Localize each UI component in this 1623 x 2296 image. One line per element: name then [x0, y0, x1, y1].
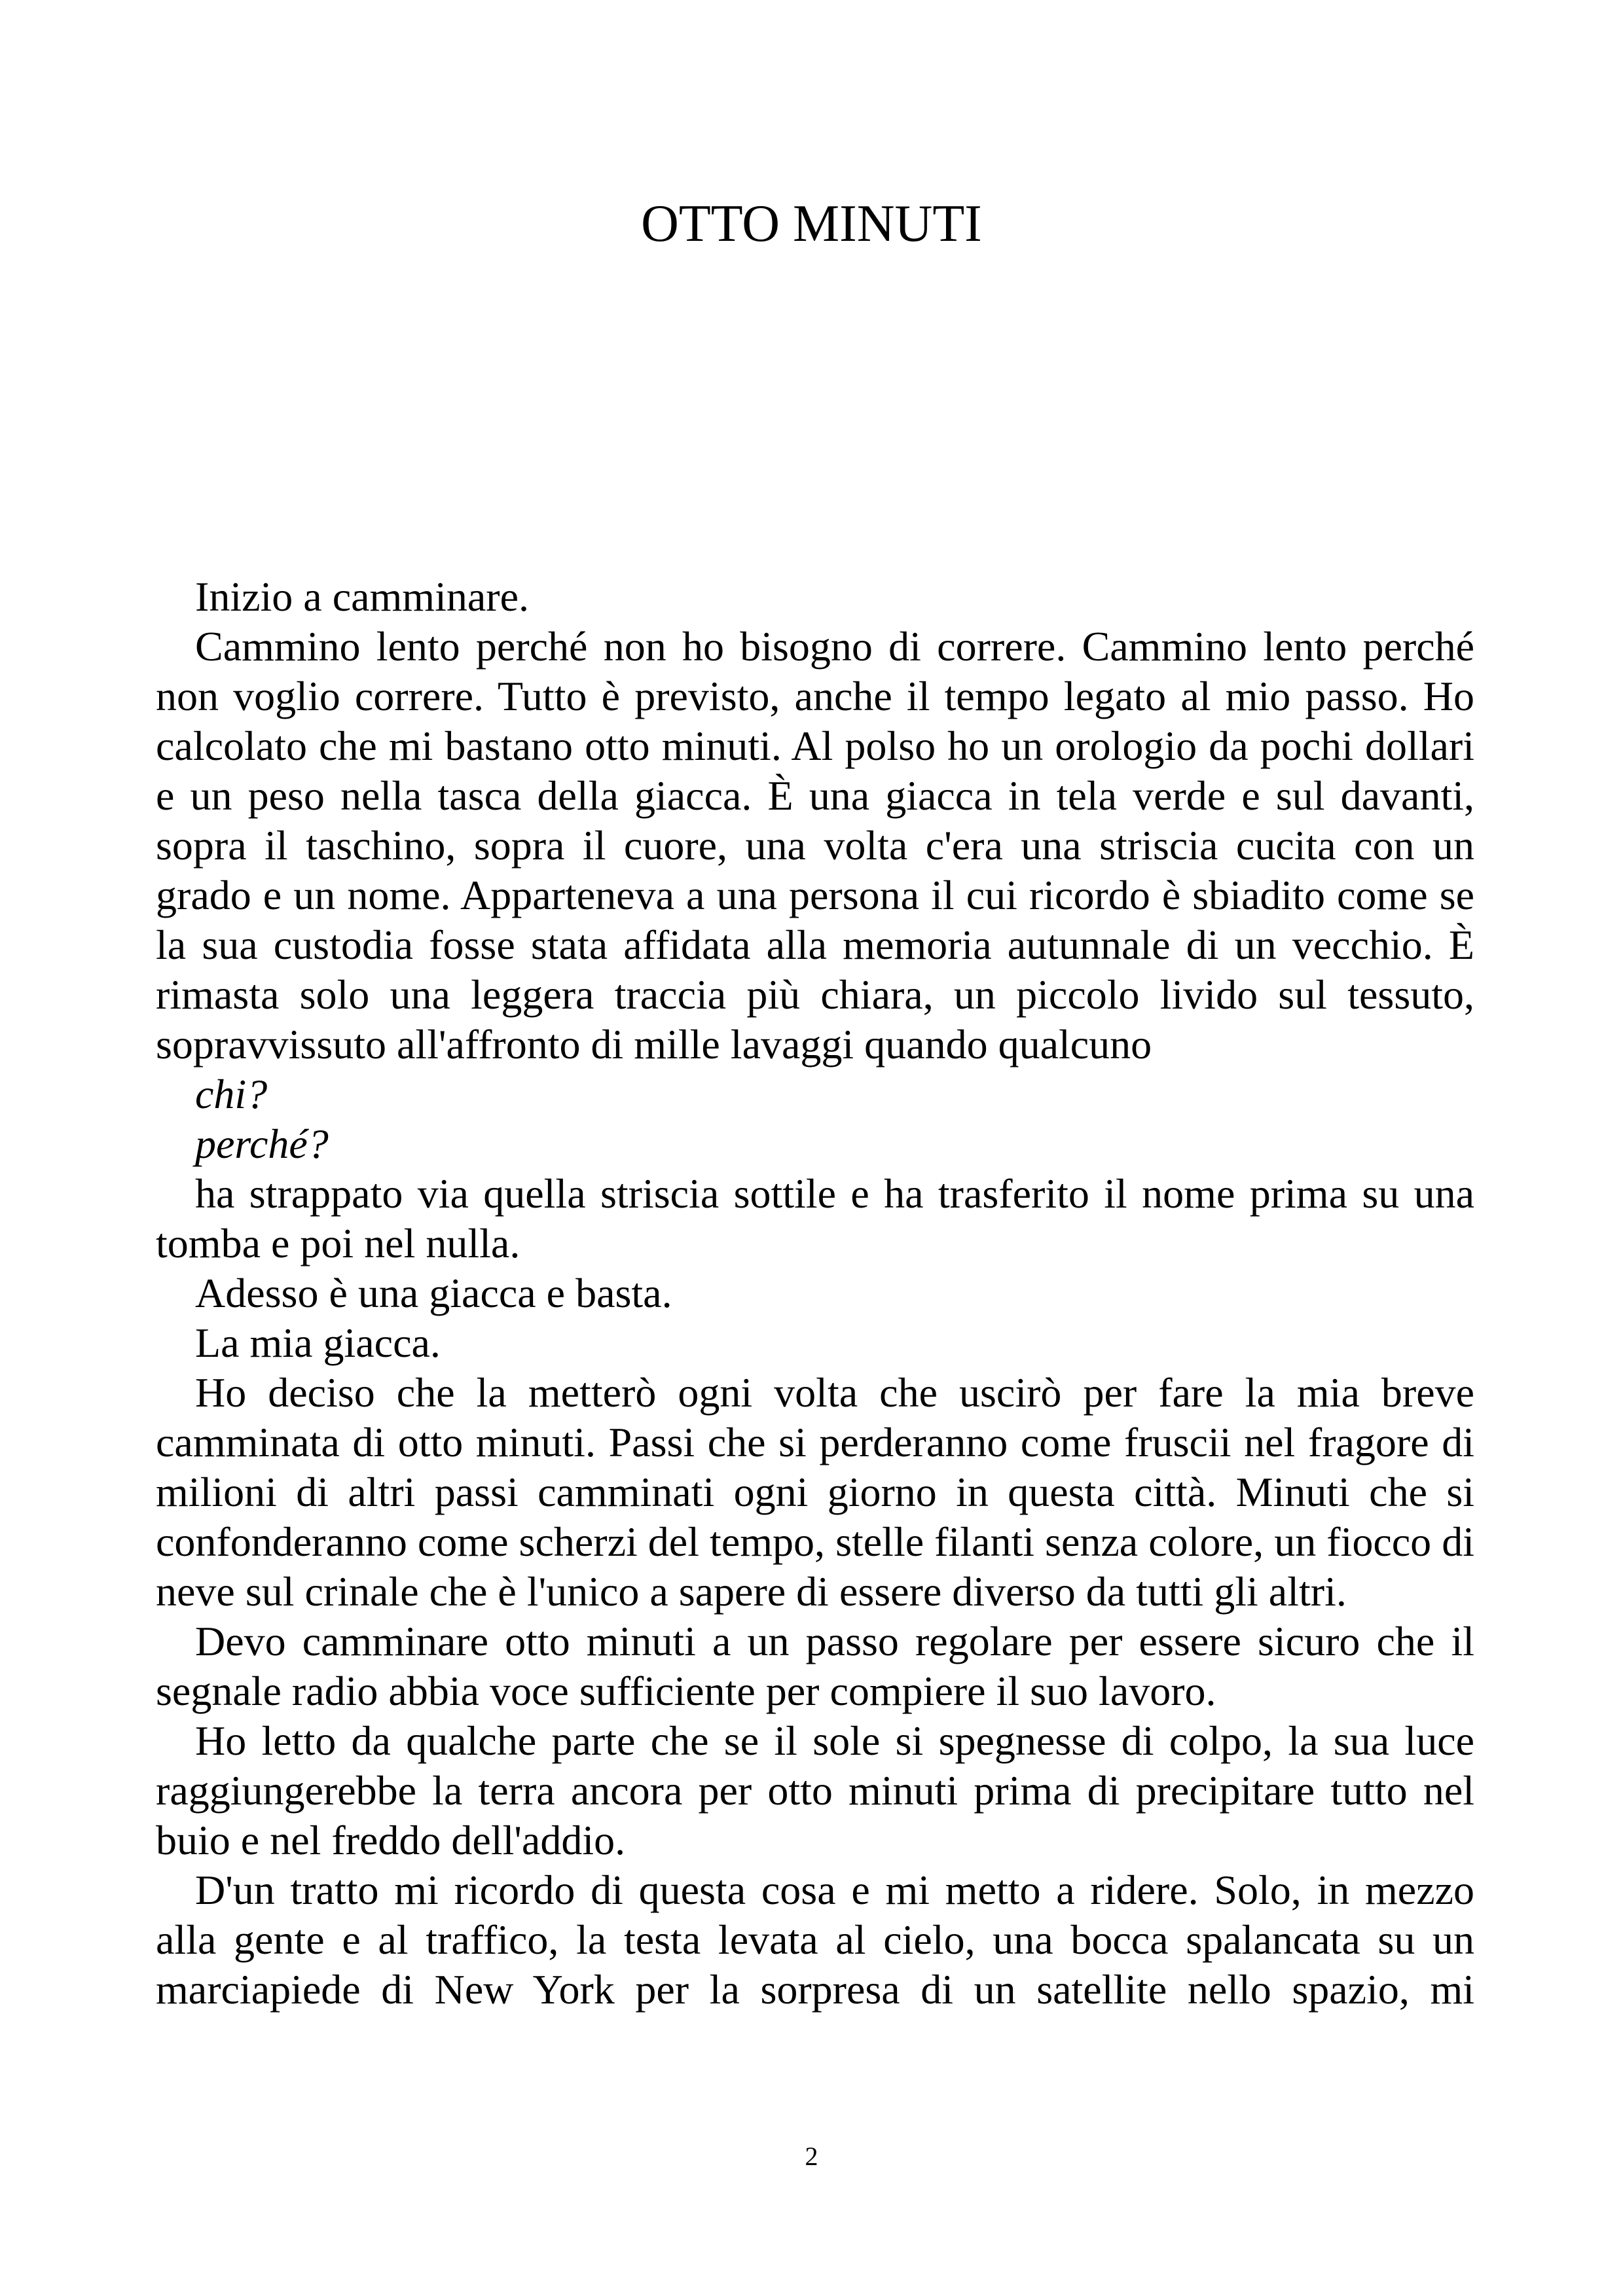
paragraph: Adesso è una giacca e basta. — [195, 1270, 672, 1316]
paragraph: D'un tratto mi ricordo di questa cosa e mi metto a ridere. Solo, in mezzo alla gente e al traffico, la testa levata al cielo, una bocca spalancata su un marciapiede di New York per la sorpresa di un satellite nello spazio, mi — [156, 1867, 1474, 2013]
paragraph: Cammino lento perché non ho bisogno di correre. Cammino lento perché non voglio correre. Tutto è previsto, anche il tempo legato al mio passo. Ho calcolato che mi bastano otto minuti. Al polso ho un orologio da pochi dollari e un peso nella tasca della giacca. È una giacca in tela verde e sul davanti, sopra il taschino, sopra il cuore, una volta c'era una striscia cucita con un grado e un nome. Apparteneva a una persona il cui ricordo è sbiadito come se la sua custodia fosse stata affidata alla memoria autunnale di un vecchio. È rimasta solo una leggera traccia più chiara, un piccolo livido sul tessuto, sopravvissuto all'affronto di mille lavaggi quando qualcuno — [156, 623, 1474, 1067]
chapter-title: OTTO MINUTI — [641, 195, 982, 253]
page-number: 2 — [805, 2142, 818, 2171]
body-text — [156, 572, 1474, 2015]
paragraph: La mia giacca. — [195, 1319, 441, 1366]
paragraph: Devo camminare otto minuti a un passo regolare per essere sicuro che il segnale radio abbia voce sufficiente per compiere il suo lavoro. — [156, 1618, 1474, 1714]
paragraph-italic: chi? — [195, 1071, 268, 1117]
paragraph-italic: perché? — [195, 1121, 329, 1167]
paragraph: Inizio a camminare. — [195, 573, 529, 620]
paragraph: Ho letto da qualche parte che se il sole si spegnesse di colpo, la sua luce raggiungerebbe la terra ancora per otto minuti prima di precipitare tutto nel buio e nel freddo dell'addio. — [156, 1717, 1474, 1863]
paragraph: ha strappato via quella striscia sottile e ha trasferito il nome prima su una tomba e poi nel nulla. — [156, 1170, 1474, 1266]
paragraph: Ho deciso che la metterò ogni volta che uscirò per fare la mia breve camminata di otto minuti. Passi che si perderanno come fruscii nel fragore di milioni di altri passi camminati ogni giorno in questa città. Minuti che si confonderanno come scherzi del tempo, stelle filanti senza colore, un fiocco di neve sul crinale che è l'unico a sapere di essere diverso da tutti gli altri. — [156, 1369, 1474, 1615]
